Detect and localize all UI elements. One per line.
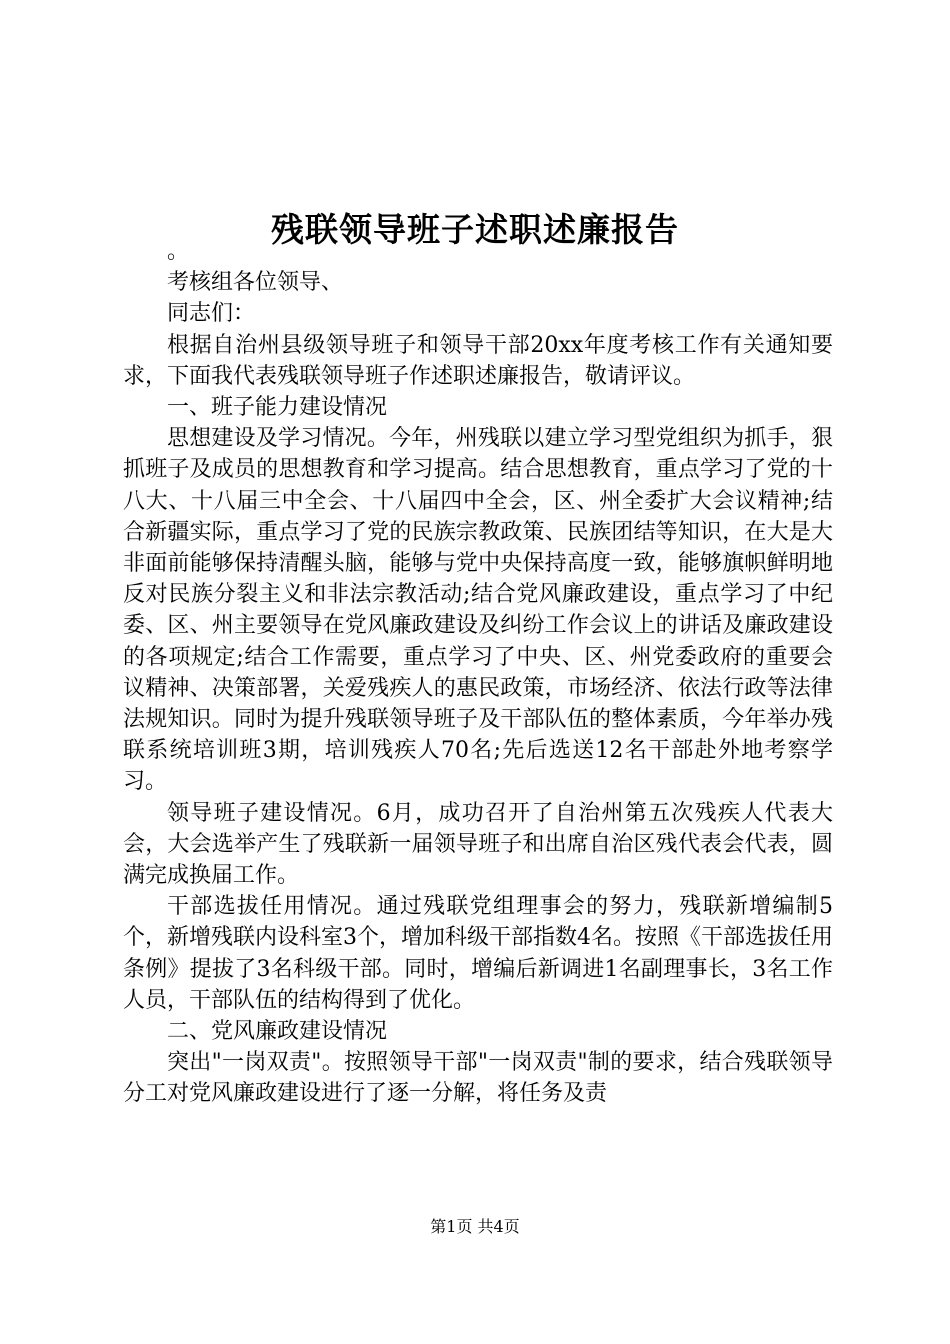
- salutation-line-1: 考核组各位领导、: [167, 270, 344, 296]
- page-footer: 第1页 共4页: [430, 1217, 520, 1236]
- section-heading: 一、班子能力建设情况: [167, 395, 388, 421]
- document-body: [123, 236, 833, 1110]
- section-heading: 二、党风廉政建设情况: [167, 1019, 388, 1045]
- paragraph: 干部选拔任用情况。通过残联党组理事会的努力，残联新增编制5个，新增残联内设科室3个，增加科级干部指数4名。按照《干部选拔任用条例》提拔了3名科级干部。同时，增编后新调进1名副理事长，3名工作人员，干部队伍的结构得到了优化。: [123, 894, 833, 1013]
- paragraph: 。: [167, 239, 190, 264]
- salutation-line-2: 同志们：: [167, 301, 256, 327]
- paragraph: 根据自治州县级领导班子和领导干部20xx年度考核工作有关通知要求，下面我代表残联领导班子作述职述廉报告，敬请评议。: [123, 332, 833, 389]
- page-title: 残联领导班子述职述廉报告: [271, 210, 679, 250]
- paragraph: 领导班子建设情况。6月，成功召开了自治州第五次残疾人代表大会，大会选举产生了残联新一届领导班子和出席自治区残代表会代表，圆满完成换届工作。: [123, 800, 833, 889]
- paragraph: 突出"一岗双责"。按照领导干部"一岗双责"制的要求，结合残联领导分工对党风廉政建设进行了逐一分解，将任务及责: [123, 1050, 833, 1107]
- paragraph: 思想建设及学习情况。今年，州残联以建立学习型党组织为抓手，狠抓班子及成员的思想教育和学习提高。结合思想教育，重点学习了党的十八大、十八届三中全会、十八届四中全会，区、州全委扩大会议精神;结合新疆实际，重点学习了党的民族宗教政策、民族团结等知识，在大是大非面前能够保持清醒头脑，能够与党中央保持高度一致，能够旗帜鲜明地反对民族分裂主义和非法宗教活动;结合党风廉政建设，重点学习了中纪委、区、州主要领导在党风廉政建设及纠纷工作会议上的讲话及廉政建设的各项规定;结合工作需要，重点学习了中央、区、州党委政府的重要会议精神、决策部署，关爱残疾人的惠民政策，市场经济、依法行政等法律法规知识。同时为提升残联领导班子及干部队伍的整体素质，今年举办残联系统培训班3期，培训残疾人70名;先后选送12名干部赴外地考察学习。: [123, 426, 833, 795]
